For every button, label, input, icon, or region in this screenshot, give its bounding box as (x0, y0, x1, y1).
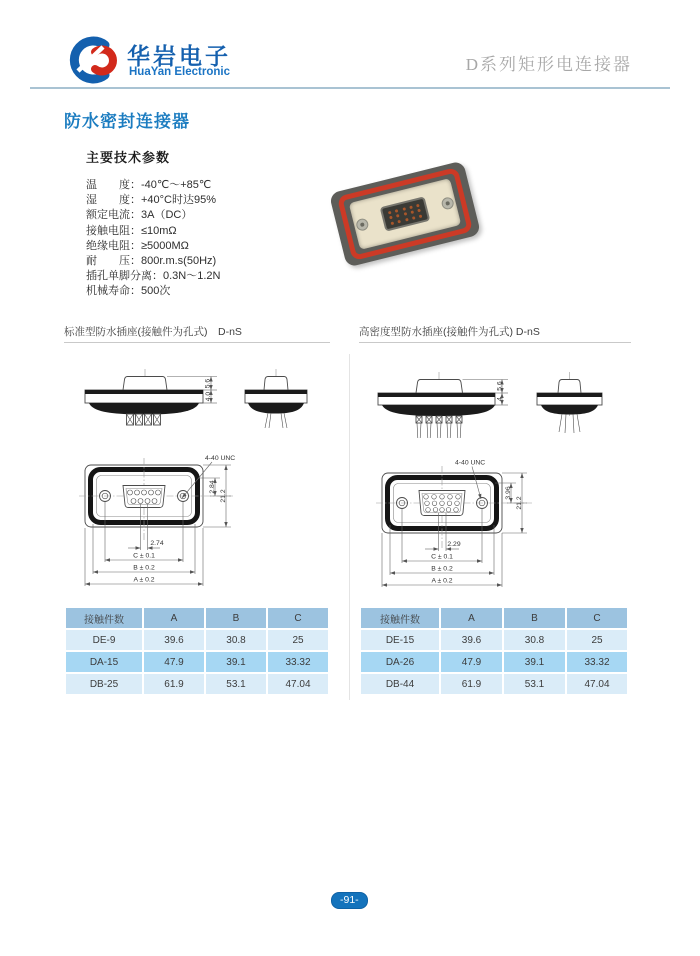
cell: 47.9 (144, 652, 204, 672)
company-logo-icon (62, 36, 122, 88)
spec-line: 接触电阻：≤10mΩ (86, 224, 177, 237)
dim-b: B ± 0.2 (133, 564, 155, 572)
pin-contacts (416, 416, 462, 438)
cell: 39.6 (441, 630, 502, 650)
dim-offset: 3.96 (505, 486, 512, 500)
side-view-front (85, 369, 217, 425)
dim-pitch: 2.74 (150, 540, 164, 547)
cell: 47.04 (268, 674, 328, 694)
dim-b: B ± 0.2 (431, 565, 453, 573)
cell: 47.9 (441, 652, 502, 672)
spec-line: 机械寿命：500次 (86, 285, 171, 298)
col-header-a: A (441, 608, 502, 628)
spec-line: 额定电流：3A（DC） (86, 209, 193, 222)
product-photo (329, 160, 481, 267)
dim-height: 21.2 (516, 496, 523, 510)
cell: 47.04 (567, 674, 627, 694)
company-name-en: HuaYan Electronic (129, 66, 230, 78)
cell: DA-15 (66, 652, 142, 672)
section-underline (359, 342, 631, 343)
front-view (376, 460, 532, 588)
page-number-badge: -91- (331, 892, 368, 909)
cell: DB-44 (361, 674, 439, 694)
dim-4-0: 4.0 (205, 391, 212, 402)
table-row (361, 652, 627, 672)
standard-connector-drawing (60, 352, 350, 602)
section-label-standard: 标准型防水插座(接触件为孔式) D-nS (64, 326, 242, 338)
dim-c: C ± 0.1 (133, 552, 155, 560)
cell: 39.1 (206, 652, 266, 672)
cell: 30.8 (206, 630, 266, 650)
header-rule (30, 87, 670, 89)
table-header-row (66, 608, 328, 628)
dim-a: A ± 0.2 (431, 577, 453, 585)
dim-5-6: 5.6 (204, 378, 212, 389)
col-header-contacts: 接触件数 (66, 608, 142, 628)
cell: 61.9 (144, 674, 204, 694)
cell: DE-15 (361, 630, 439, 650)
cell: 33.32 (268, 652, 328, 672)
standard-dimensions-table (64, 606, 324, 696)
thread-label: 4-40 UNC (205, 455, 236, 462)
spec-list (86, 178, 220, 300)
cell: DE-9 (66, 630, 142, 650)
spec-line: 绝缘电阻：≥5000MΩ (86, 239, 189, 252)
section-underline (64, 342, 330, 343)
table-row (66, 652, 328, 672)
dim-5-6: 5.6 (496, 381, 504, 391)
col-header-contacts: 接触件数 (361, 608, 439, 628)
spec-line: 插孔单脚分离：0.3N～1.2N (86, 270, 221, 283)
spec-line: 温 度：-40℃～+85℃ (86, 179, 212, 191)
spec-heading: 主要技术参数 (86, 150, 171, 165)
section-label-high-density: 高密度型防水插座(接触件为孔式) D-nS (359, 326, 540, 338)
table-row (361, 630, 627, 650)
col-header-b: B (504, 608, 565, 628)
cell: 39.6 (144, 630, 204, 650)
cell: DB-25 (66, 674, 142, 694)
dim-a: A ± 0.2 (133, 576, 155, 584)
cell: 25 (268, 630, 328, 650)
high-density-dimensions-table (359, 606, 623, 696)
cell: 39.1 (504, 652, 565, 672)
col-header-c: C (567, 608, 627, 628)
company-name-cn: 华岩电子 (127, 43, 231, 69)
dim-offset: 2.84 (209, 480, 216, 494)
dim-4: 4 (496, 397, 504, 401)
document-title: D系列矩形电连接器 (465, 55, 632, 74)
cell: 53.1 (206, 674, 266, 694)
table-row (66, 674, 328, 694)
col-header-b: B (206, 608, 266, 628)
cell: DA-26 (361, 652, 439, 672)
col-header-a: A (144, 608, 204, 628)
page-title: 防水密封连接器 (64, 112, 190, 131)
thread-label: 4-40 UNC (455, 459, 486, 467)
table-row (361, 674, 627, 694)
col-header-c: C (268, 608, 328, 628)
pin-contacts (127, 414, 161, 425)
cell: 53.1 (504, 674, 565, 694)
cell: 30.8 (504, 630, 565, 650)
table-row (66, 630, 328, 650)
cell: 61.9 (441, 674, 502, 694)
front-view (79, 455, 235, 586)
spec-line: 湿 度：+40°C时达95% (86, 194, 217, 207)
dim-height: 21.2 (220, 489, 227, 503)
side-view-end (537, 372, 602, 433)
dim-c: C ± 0.1 (431, 553, 453, 561)
cell: 25 (567, 630, 627, 650)
cell: 33.32 (567, 652, 627, 672)
dim-pitch: 2.29 (447, 541, 461, 548)
spec-line: 耐 压：800r.m.s(50Hz) (86, 254, 217, 267)
side-view-front (378, 372, 508, 438)
table-header-row (361, 608, 627, 628)
high-density-connector-drawing (355, 352, 655, 602)
side-view-end (245, 369, 307, 428)
